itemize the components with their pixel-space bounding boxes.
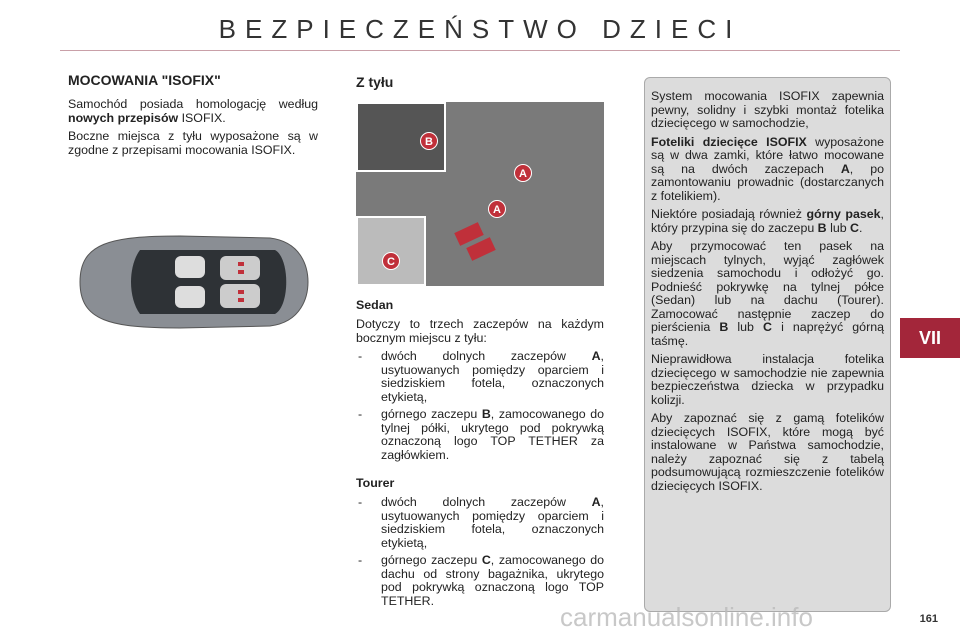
marker-a: A: [514, 164, 532, 182]
bold-text: nowych przepisów: [68, 110, 179, 125]
dash: -: [358, 495, 363, 509]
marker-b: B: [420, 132, 438, 150]
info-box: [644, 77, 891, 612]
bold-text: A: [591, 495, 601, 509]
text: lub: [728, 320, 764, 334]
text: , który przypina się do zaczepu: [651, 207, 884, 235]
text: .: [859, 220, 863, 235]
car-top-view-illustration: [70, 228, 310, 336]
text: Aby przymocować ten pasek na miejscach tylnych, wyjąć zagłówek siedzenia samochodu i odłożyć go. Podnieść pokrywkę na tylnej półce (Sedan) lub na dachu (Tourer). Zamocować następnie zaczep do pierścienia: [651, 239, 884, 334]
text: , zamocowanego do tylnej półki, ukrytego pod pokrywką oznaczoną logo TOP TETHER za zagłówkiem.: [381, 407, 604, 462]
bold-text: B: [719, 320, 729, 334]
item-text: [381, 350, 604, 404]
bold-text: C: [850, 220, 859, 235]
isofix-anchor-photo: [356, 102, 604, 286]
text: lub: [826, 220, 851, 235]
bold-text: A: [591, 349, 601, 363]
sedan-heading: Sedan: [356, 298, 394, 312]
text: , zamocowanego do dachu od strony bagażnika, ukrytego pod pokrywką oznaczoną logo TOP TETHER.: [381, 553, 604, 608]
list-item: [356, 554, 604, 608]
text: górnego zaczepu: [381, 407, 482, 421]
box-paragraph: System mocowania ISOFIX zapewnia pewny, solidny i szybki montaż fotelika dziecięcego w samochodzie,: [651, 89, 884, 130]
text: dwóch dolnych zaczepów: [381, 495, 592, 509]
dash: -: [358, 349, 363, 363]
bold-text: górny pasek: [806, 207, 881, 221]
box-paragraph: [651, 136, 884, 204]
section-heading-rear: Z tyłu: [356, 74, 394, 90]
item-text: [381, 408, 604, 462]
rear-anchors-text: [356, 298, 604, 612]
bold-text: C: [481, 553, 491, 567]
chapter-tab: VII: [900, 318, 960, 358]
marker-a: A: [488, 200, 506, 218]
page-number: 161: [919, 613, 938, 625]
box-paragraph: [651, 208, 884, 235]
page-title: BEZPIECZEŃSTWO DZIECI: [218, 14, 742, 44]
item-text: [381, 554, 604, 608]
box-paragraph: [651, 240, 884, 348]
bold-text: C: [763, 320, 772, 334]
intro-paragraph-2: Boczne miejsca z tyłu wyposażone są w zgodne z przepisami mocowania ISOFIX.: [68, 129, 318, 157]
section-heading-isofix: MOCOWANIA "ISOFIX": [68, 72, 221, 88]
dash: -: [358, 407, 363, 421]
text: Niektóre posiadają również: [651, 207, 807, 221]
title-divider: [60, 50, 900, 51]
list-item: [356, 408, 604, 462]
list-item: [356, 496, 604, 550]
bold-text: B: [817, 220, 827, 235]
sedan-intro: Dotyczy to trzech zaczepów na każdym bocznym miejscu z tyłu:: [356, 317, 604, 345]
text: , usytuowanych pomiędzy oparciem i siedziskiem fotela, oznaczonych etykietą,: [381, 349, 604, 404]
inset-roof: [356, 216, 426, 286]
list-item: [356, 350, 604, 404]
box-paragraph: Aby zapoznać się z gamą fotelików dziecięcych ISOFIX, które mogą być instalowane w Państwa samochodzie, należy zapoznać się z tabelą podsumowującą rozmieszczenie fotelików dziecięcych ISOFIX.: [651, 411, 884, 493]
bold-text: B: [481, 407, 491, 421]
text: , usytuowanych pomiędzy oparciem i siedziskiem fotela, oznaczonych etykietą,: [381, 495, 604, 550]
watermark: carmanualsonline.info: [560, 602, 813, 632]
item-text: [381, 496, 604, 550]
bold-text: A: [840, 161, 850, 176]
text: Samochód posiada homologację według: [68, 97, 318, 111]
text: ISOFIX.: [178, 110, 226, 125]
bold-text: Foteliki dziecięce ISOFIX: [651, 134, 807, 149]
text: , po zamontowaniu prowadnic (dostarczanych z fotelikiem).: [651, 161, 884, 203]
intro-paragraph: [68, 98, 318, 125]
text: górnego zaczepu: [381, 553, 482, 567]
dash: -: [358, 553, 363, 567]
text: i naprężyć górną taśmę.: [651, 320, 884, 348]
intro-column: [68, 98, 318, 162]
tourer-heading: Tourer: [356, 476, 395, 490]
marker-c: C: [382, 252, 400, 270]
text: wyposażone są w dwa zamki, które łatwo mocowane są na dwóch zaczepach: [651, 134, 885, 176]
box-paragraph: Nieprawidłowa instalacja fotelika dziecięcego w samochodzie nie zapewnia bezpieczeństwa dziecka w przypadku kolizji.: [651, 352, 884, 407]
text: dwóch dolnych zaczepów: [381, 349, 592, 363]
